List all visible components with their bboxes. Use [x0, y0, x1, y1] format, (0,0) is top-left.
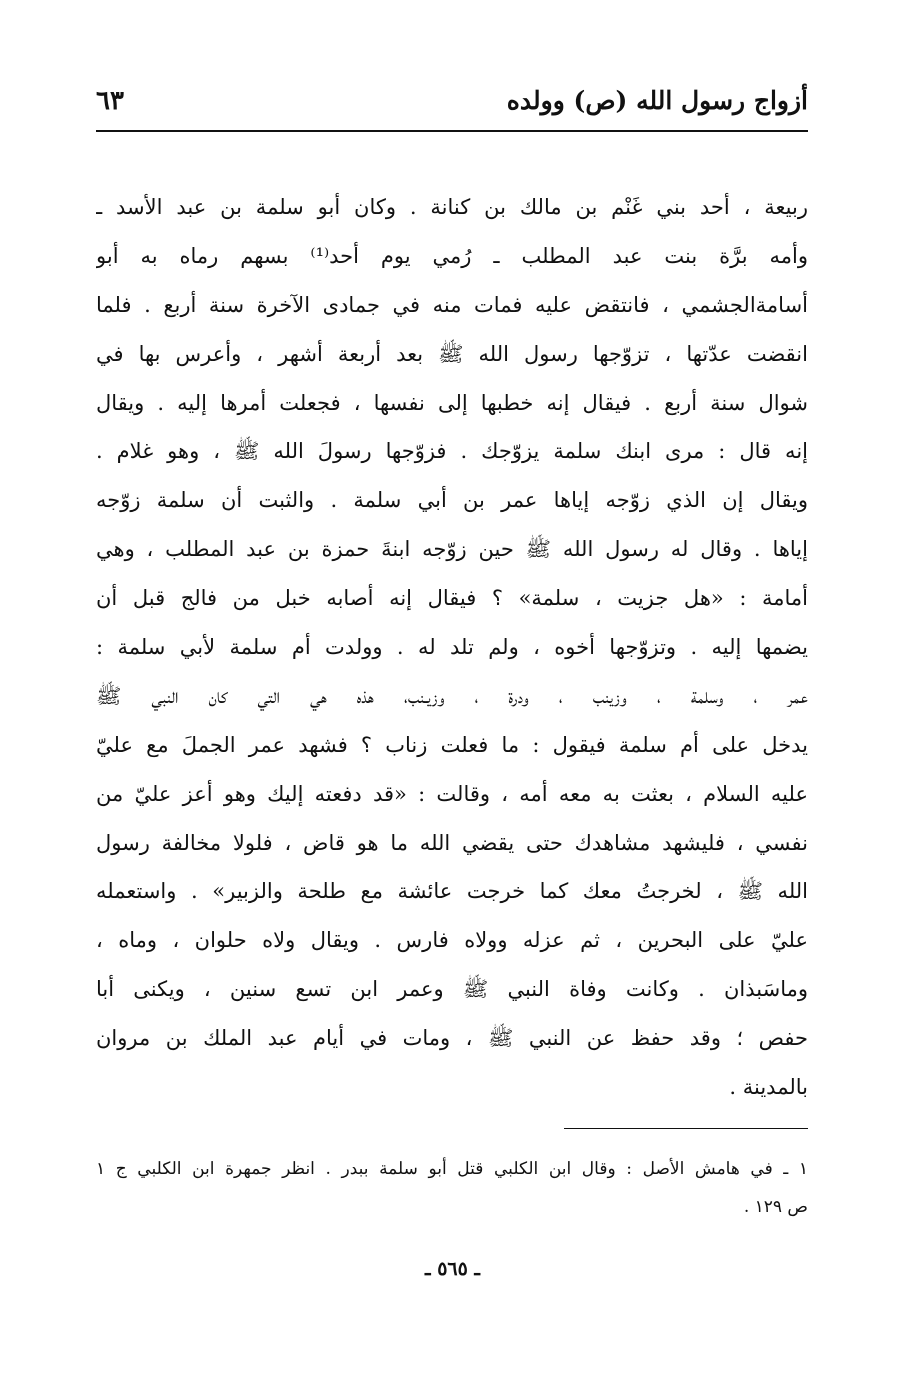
- page-header: [96, 78, 808, 132]
- folio-number: ٦٣: [96, 86, 124, 116]
- text-line: نفسي ، فليشهد مشاهدك حتى يقضي الله ما هو قاض ، فلولا مخالفة رسول: [96, 830, 808, 855]
- text-line: وأمه برَّة بنت عبد المطلب ـ رُمي يوم أحد⁽¹⁾ بسهم رماه به أبو: [96, 243, 808, 268]
- main-text: [96, 183, 808, 1112]
- running-title: أزواج رسول الله (ص) وولده: [506, 86, 808, 115]
- text-line: عليّ على البحرين ، ثم عزله وولاه فارس . ويقال ولاه حلوان ، وماه ،: [96, 928, 808, 953]
- text-line: عمر ، وسلمة ، وزينب ، ودرة ، وزيـنب، هذه هي التي كان النبي ﷺ: [96, 683, 808, 708]
- footnote-divider: [564, 1128, 808, 1129]
- text-line: يدخل على أم سلمة فيقول : ما فعلت زناب ؟ فشهد عمر الجملَ مع عليّ: [96, 732, 808, 757]
- text-line: إياها . وقال له رسول الله ﷺ حين زوّجه ابنةَ حمزة بن عبد المطلب ، وهي: [96, 537, 808, 562]
- footnote-line: ١ ـ في هامش الأصل : وقال ابن الكلبي قتل أبو سلمة ببدر . انظر جمهرة ابن الكلبي ج ١: [96, 1159, 808, 1179]
- text-line: يضمها إليه . وتزوّجها أخوه ، ولم تلد له . وولدت أم سلمة لأبي سلمة :: [96, 635, 808, 660]
- text-line: عليه السلام ، بعثت به معه أمه ، وقالت : «قد دفعته إليك وهو أعز عليّ من: [96, 781, 808, 806]
- text-line: انقضت عدّتها ، تزوّجها رسول الله ﷺ بعد أربعة أشهر ، وأعرس بها في: [96, 341, 808, 366]
- text-line: شوال سنة أربع . فيقال إنه خطبها إلى نفسها ، فجعلت أمرها إليه . ويقال: [96, 390, 808, 415]
- text-line: بالمدينة .: [729, 1075, 808, 1100]
- text-line: ويقال إن الذي زوّجه إياها عمر بن أبي سلمة . والثبت أن سلمة زوّجه: [96, 488, 808, 513]
- text-line: الله ﷺ ، لخرجتُ معك كما خرجت عائشة مع طلحة والزبير» . واستعمله: [96, 879, 808, 904]
- text-line: ربيعة ، أحد بني غَنْم بن مالك بن كنانة . وكان أبو سلمة بن عبد الأسد ـ: [96, 195, 808, 219]
- text-line: حفص ؛ وقد حفظ عن النبي ﷺ ، ومات في أيام عبد الملك بن مروان: [96, 1026, 808, 1051]
- text-line: وماسَبذان . وكانت وفاة النبي ﷺ وعمر ابن تسع سنين ، ويكنى أبا: [96, 977, 808, 1002]
- footnote: [96, 1150, 808, 1226]
- footnote-line: ص ١٢٩ .: [743, 1197, 808, 1217]
- text-line: أسامةالجشمي ، فانتقض عليه فمات منه في جمادى الآخرة سنة أربع . فلما: [96, 292, 808, 317]
- text-line: إنه قال : مرى ابنك سلمة يزوّجك . فزوّجها رسولَ الله ﷺ ، وهو غلام .: [96, 439, 808, 464]
- text-line: أمامة : «هل جزيت ، سلمة» ؟ فيقال إنه أصابه خبل من فالج قبل أن: [96, 586, 808, 611]
- page-number: ـ ٥٦٥ ـ: [425, 1258, 480, 1280]
